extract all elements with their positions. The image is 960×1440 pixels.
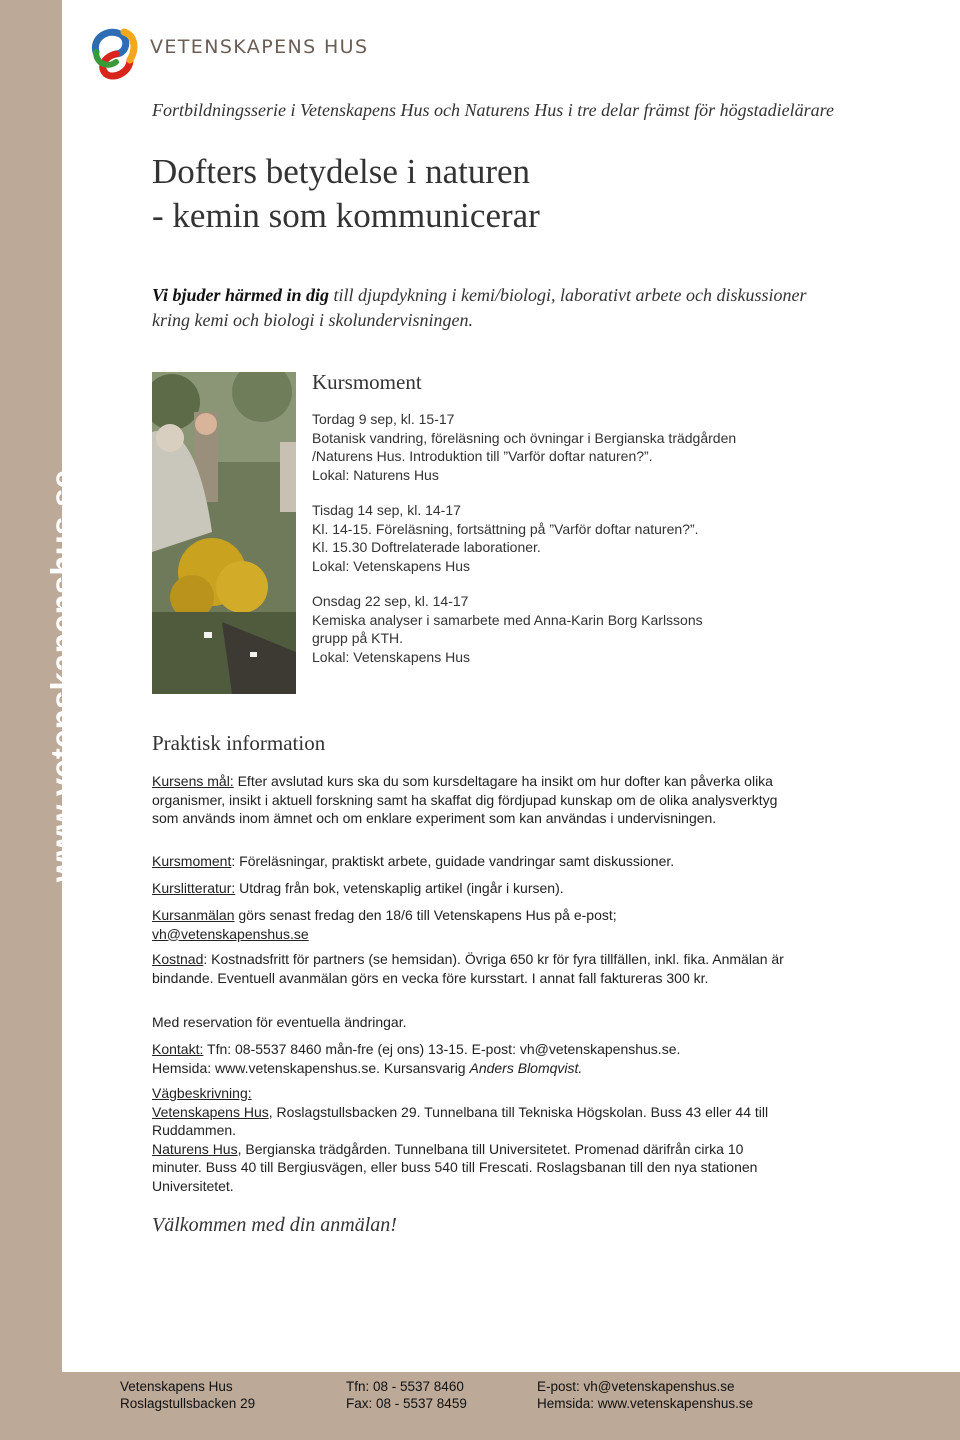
- footer-phone: [346, 1378, 467, 1412]
- footer-line: E-post: vh@vetenskapenshus.se: [537, 1379, 735, 1394]
- garden-photo: [152, 372, 296, 694]
- session-3: [312, 592, 703, 666]
- signup-email-link[interactable]: vh@vetenskapenshus.se: [152, 925, 309, 942]
- title-line-2: - kemin som kommunicerar: [152, 196, 540, 235]
- intro-text: till djupdykning i kemi/biologi, laborativt arbete och diskussioner kring kemi och biologi i skolundervisningen.: [152, 285, 807, 330]
- cost-label: Kostnad: [152, 951, 204, 967]
- moment-text: : Föreläsningar, praktiskt arbete, guidade vandringar samt diskussioner.: [231, 853, 675, 869]
- reservation-note: Med reservation för eventuella ändringar.: [152, 1014, 407, 1030]
- session-3-line: Kemiska analyser i samarbete med Anna-Karin Borg Karlssons: [312, 611, 703, 628]
- directions-label: Vägbeskrivning:: [152, 1085, 252, 1101]
- direction-1-text: , Roslagstullsbacken 29. Tunnelbana till Tekniska Högskolan. Buss 43 eller 44 till Ruddammen.: [152, 1103, 769, 1138]
- contact-person: Anders Blomqvist.: [469, 1059, 583, 1076]
- session-2: [312, 501, 699, 575]
- kursmoment-heading: Kursmoment: [312, 370, 422, 394]
- session-3-line: Lokal: Vetenskapens Hus: [312, 648, 470, 665]
- logo-text: VETENSKAPENS HUS: [150, 36, 369, 58]
- footer-line: Tfn: 08 - 5537 8460: [346, 1379, 464, 1394]
- session-2-line: Kl. 14-15. Föreläsning, fortsättning på ”Varför doftar naturen?”.: [312, 520, 699, 537]
- directions: [152, 1084, 792, 1195]
- intro-bold: Vi bjuder härmed in dig: [152, 285, 330, 305]
- title-line-1: Dofters betydelse i naturen: [152, 152, 531, 191]
- footer-address: [120, 1378, 255, 1412]
- contact-info: [152, 1040, 792, 1077]
- signup-text: görs senast fredag den 18/6 till Vetenskapens Hus på e-post;: [234, 907, 617, 923]
- goal-label: Kursens mål:: [152, 773, 234, 789]
- session-1: [312, 410, 736, 484]
- footer-line: Vetenskapens Hus: [120, 1379, 233, 1394]
- footer-line: Hemsida: www.vetenskapenshus.se: [537, 1396, 754, 1411]
- session-2-line: Tisdag 14 sep, kl. 14-17: [312, 502, 461, 518]
- goal-text: Efter avslutad kurs ska du som kursdeltagare ha insikt om hur dofter kan påverka olika organismer, insikt i aktuell forskning samt ha skaffat dig fördjupad kunskap om de olika analysverktyg som används inom ämnet och om enklare experiment som kan användas i undervisningen.: [152, 773, 778, 826]
- moment-label: Kursmoment: [152, 853, 232, 869]
- course-goal: [152, 772, 792, 828]
- contact-text: Tfn: 08-5537 8460 mån-fre (ej ons) 13-15. E-post: vh@vetenskapenshus.se.: [203, 1041, 681, 1057]
- series-subtitle: Fortbildningsserie i Vetenskapens Hus och Naturens Hus i tre delar främst för högstadielärare: [152, 100, 834, 120]
- footer-line: Roslagstullsbacken 29: [120, 1396, 256, 1411]
- session-1-line: Botanisk vandring, föreläsning och övningar i Bergianska trädgården: [312, 429, 737, 446]
- literature-text: Utdrag från bok, vetenskaplig artikel (ingår i kursen).: [235, 880, 564, 896]
- page-title: [152, 150, 540, 238]
- footer-contact: [537, 1378, 753, 1412]
- session-2-line: Lokal: Vetenskapens Hus: [312, 557, 470, 574]
- session-2-line: Kl. 15.30 Doftrelaterade laborationer.: [312, 539, 541, 555]
- contact-label: Kontakt:: [152, 1041, 204, 1057]
- direction-2-text: , Bergianska trädgården. Tunnelbana till Universitetet. Promenad därifrån cirka 10 minuter. Buss 40 till Bergiusvägen, eller buss 540 till Frescati. Roslagsbanan till den nya stationen Universitetet.: [152, 1140, 758, 1194]
- logo-icon: [86, 22, 146, 80]
- session-1-line: Lokal: Naturens Hus: [312, 466, 439, 483]
- course-signup: [152, 906, 792, 943]
- session-1-line: /Naturens Hus. Introduktion till ”Varför doftar naturen?”.: [312, 448, 653, 464]
- direction-1-place: Vetenskapens Hus: [152, 1103, 269, 1120]
- sidebar-url: www.vetenskapenshus.se: [44, 469, 81, 882]
- footer-line: Fax: 08 - 5537 8459: [346, 1396, 467, 1411]
- course-literature: [152, 879, 792, 898]
- intro-paragraph: [152, 283, 812, 333]
- practical-heading: Praktisk information: [152, 731, 326, 755]
- session-3-line: Onsdag 22 sep, kl. 14-17: [312, 593, 469, 609]
- cost-text: : Kostnadsfritt för partners (se hemsidan). Övriga 650 kr för fyra tillfällen, inkl. fika. Anmälan är bindande. Eventuell avanmälan görs en vecka före kursstart. I annat fall faktureras 300 kr.: [152, 951, 784, 986]
- welcome-text: Välkommen med din anmälan!: [152, 1214, 397, 1236]
- session-1-line: Tordag 9 sep, kl. 15-17: [312, 411, 455, 427]
- contact-line2: Hemsida: www.vetenskapenshus.se. Kursansvarig: [152, 1059, 470, 1076]
- direction-2-place: Naturens Hus: [152, 1140, 238, 1157]
- signup-label: Kursanmälan: [152, 907, 235, 923]
- course-cost: [152, 950, 792, 987]
- session-3-line: grupp på KTH.: [312, 630, 404, 646]
- course-moments: [152, 852, 792, 871]
- literature-label: Kurslitteratur:: [152, 880, 236, 896]
